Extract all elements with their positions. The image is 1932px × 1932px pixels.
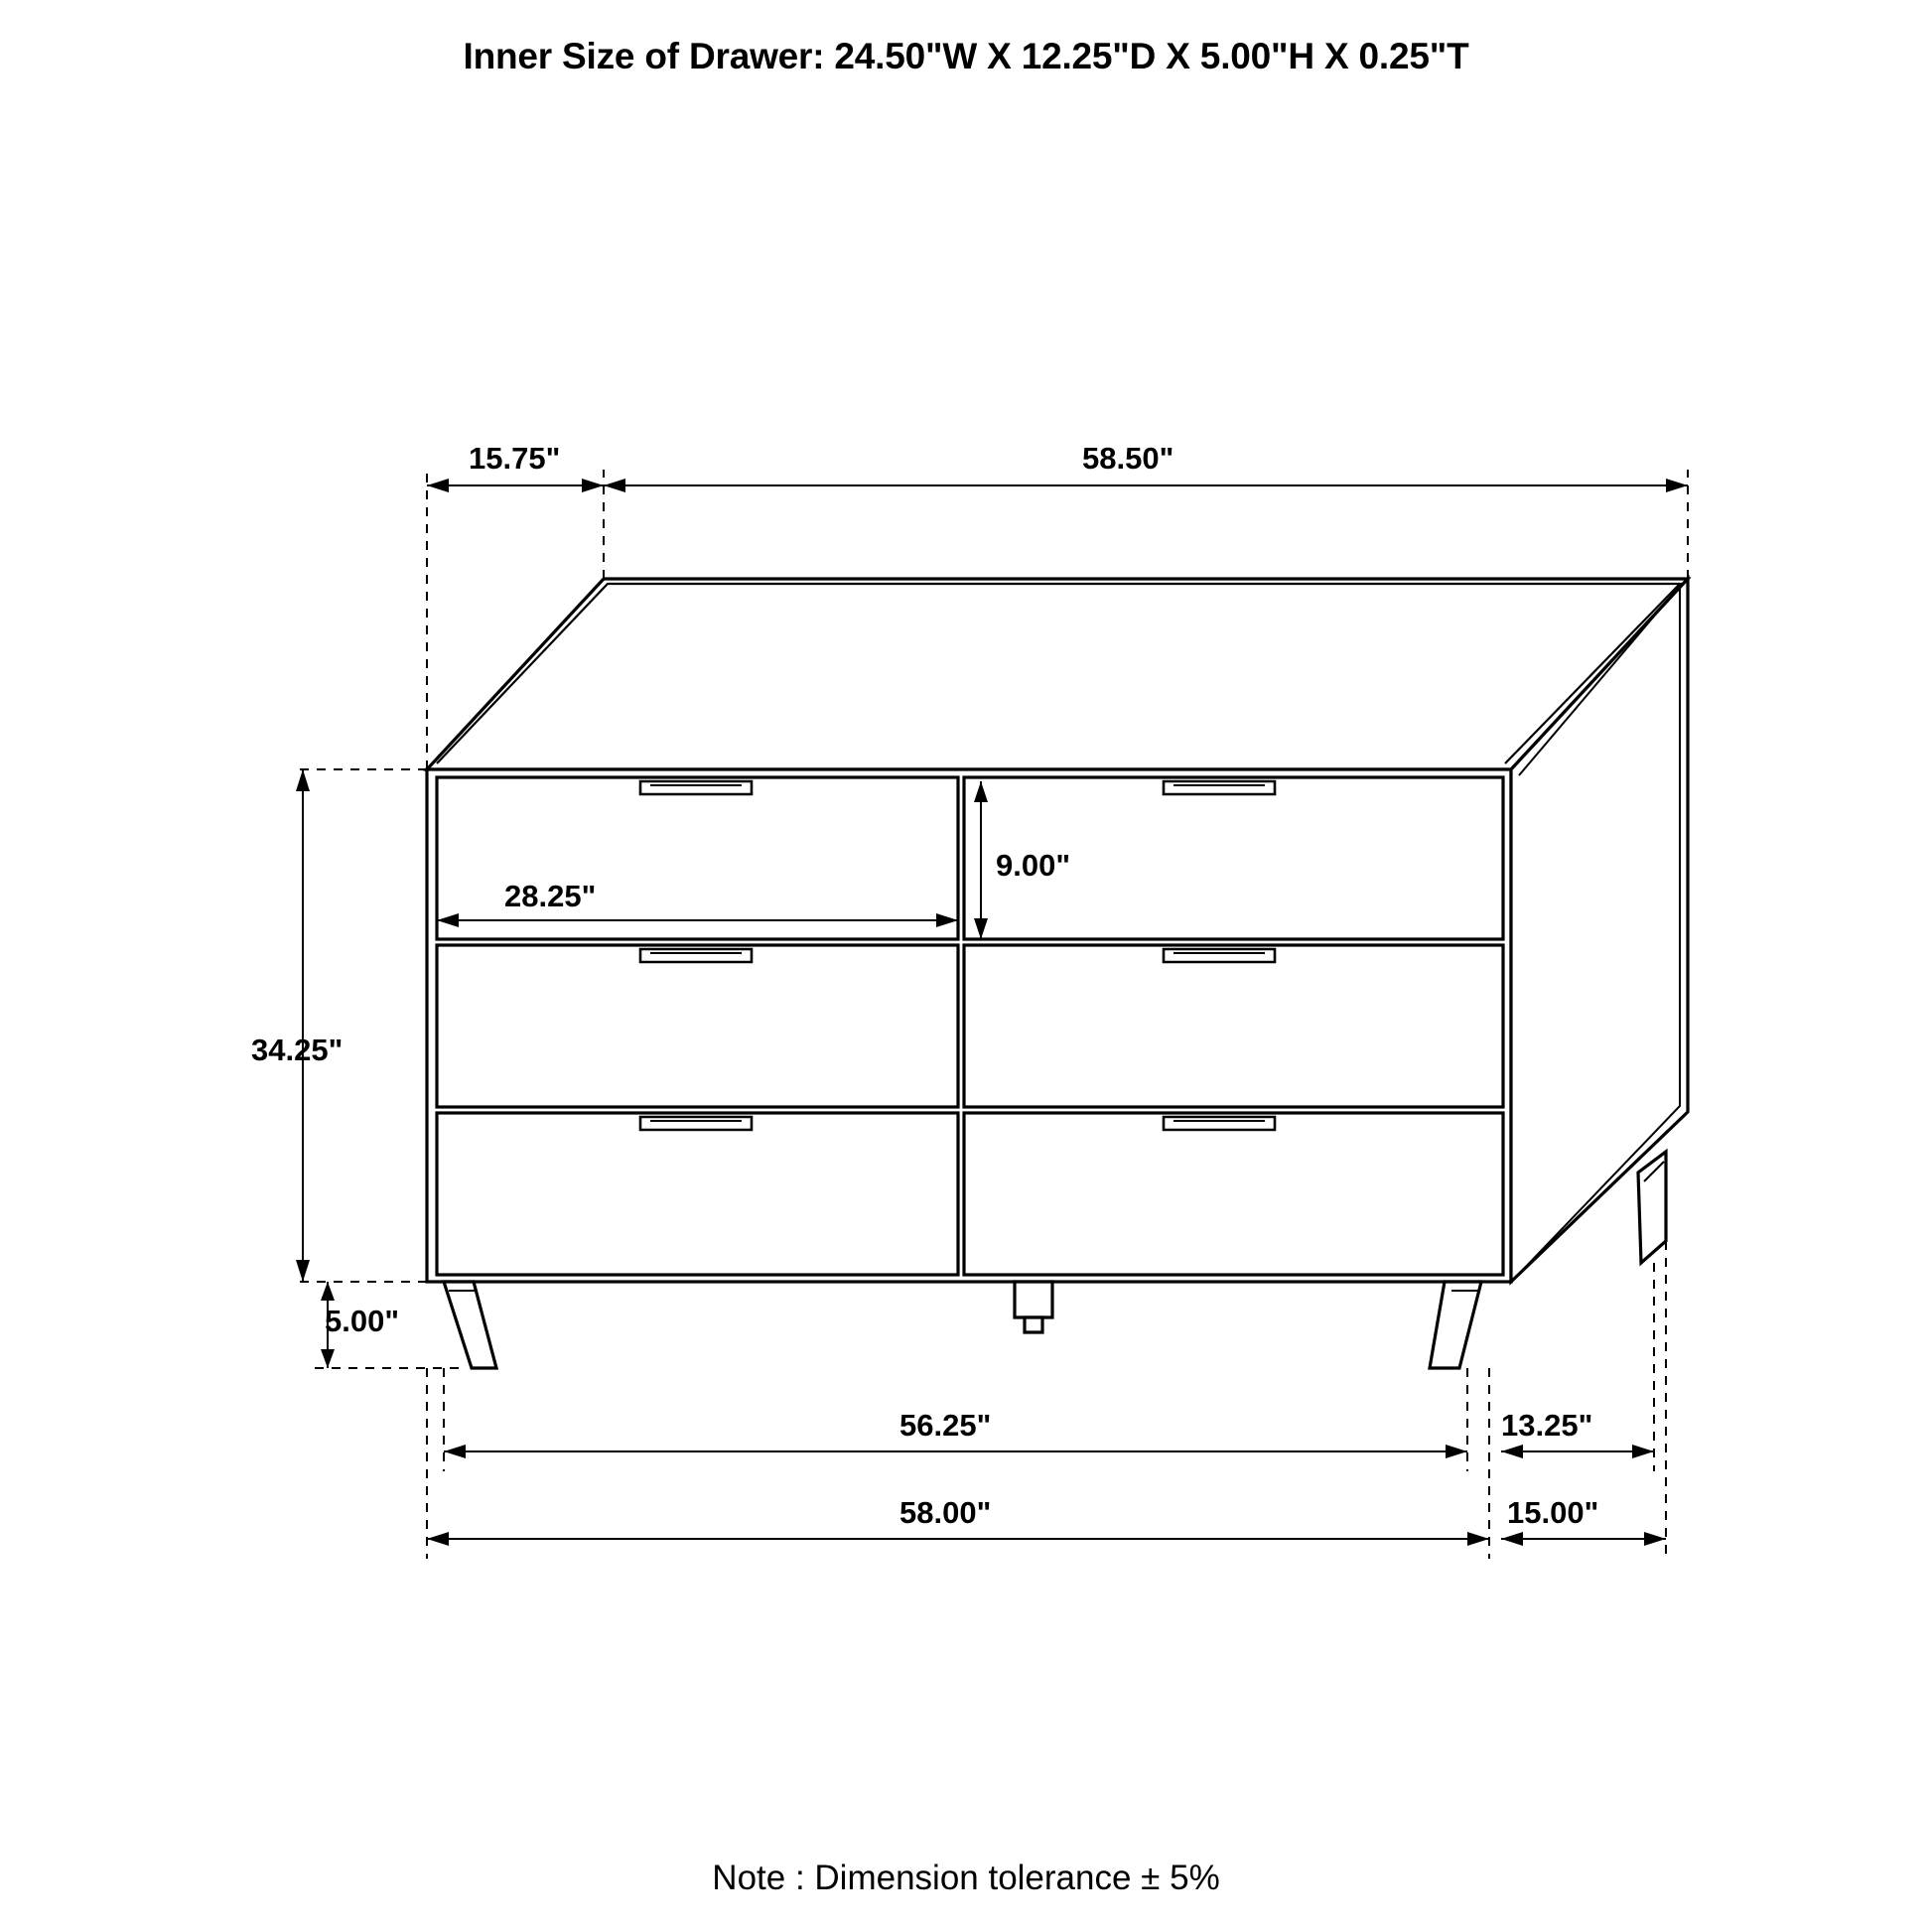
dim-label-drawer-width: 28.25" <box>504 879 597 913</box>
tolerance-note: Note : Dimension tolerance ± 5% <box>712 1859 1220 1897</box>
leg-front-right <box>1430 1282 1481 1368</box>
drawer-front-4 <box>964 945 1503 1107</box>
dim-label-top-width: 58.50" <box>1082 441 1174 476</box>
drawer-front-6 <box>964 1113 1503 1275</box>
drawer-front-1 <box>437 777 958 939</box>
dim-label-base-width: 56.25" <box>899 1408 992 1443</box>
leg-rear-right <box>1638 1152 1666 1263</box>
drawer-front-5 <box>437 1113 958 1275</box>
page-title: Inner Size of Drawer: 24.50"W X 12.25"D X 5.00"H X 0.25"T <box>463 36 1469 76</box>
dim-label-leg-height: 5.00" <box>325 1304 400 1338</box>
center-support <box>1015 1282 1052 1317</box>
drawer-front-3 <box>437 945 958 1107</box>
dim-label-overall-depth: 15.00" <box>1507 1495 1599 1530</box>
dim-label-overall-width: 58.00" <box>899 1495 992 1530</box>
dim-label-drawer-height: 9.00" <box>996 848 1071 883</box>
dim-label-top-depth: 15.75" <box>469 441 561 476</box>
cabinet-top <box>427 579 1688 769</box>
leg-front-left <box>444 1282 496 1368</box>
dim-label-overall-height: 34.25" <box>251 1033 344 1067</box>
dim-label-side-depth-inner: 13.25" <box>1501 1408 1593 1443</box>
